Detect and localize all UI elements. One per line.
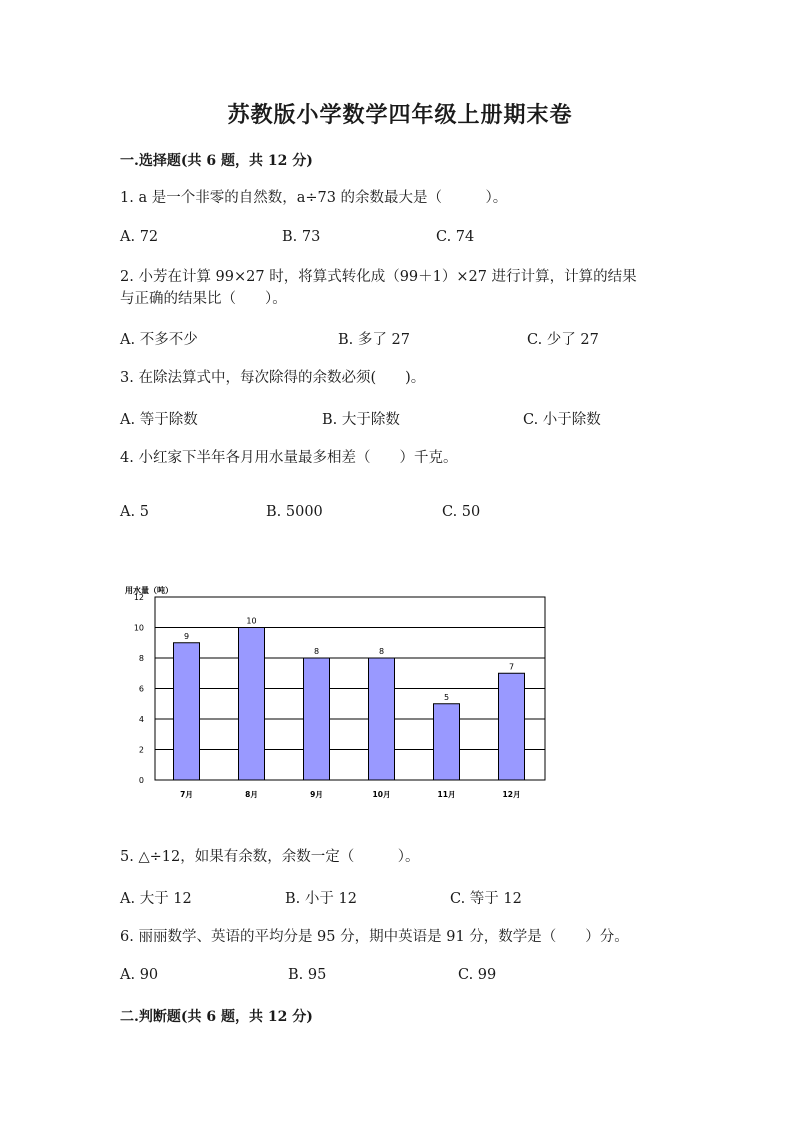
question-text: 4. 小红家下半年各月用水量最多相差（ ）千克。 bbox=[120, 450, 458, 466]
question-3 bbox=[120, 367, 680, 389]
option-a: A. 90 bbox=[120, 967, 159, 983]
option-a: A. 不多不少 bbox=[120, 332, 198, 348]
bar bbox=[499, 673, 525, 780]
question-text: 2. 小芳在计算 99×27 时，将算式转化成（99＋1）×27 进行计算，计算的结果 bbox=[120, 269, 637, 285]
bar bbox=[239, 628, 265, 781]
page-title: 苏教版小学数学四年级上册期末卷 bbox=[227, 102, 573, 128]
bar bbox=[174, 643, 200, 780]
y-tick-label: 12 bbox=[133, 593, 144, 602]
y-tick-label: 8 bbox=[138, 654, 144, 663]
y-tick-label: 6 bbox=[138, 684, 144, 694]
question-text: 5. △÷12，如果有余数，余数一定（ ）。 bbox=[120, 849, 420, 865]
section-heading-choice: 一.选择题(共 6 题，共 12 分) bbox=[120, 153, 313, 169]
option-b: B. 73 bbox=[282, 229, 321, 245]
option-a: A. 5 bbox=[120, 504, 149, 520]
y-tick-label: 0 bbox=[138, 776, 144, 785]
option-c: C. 等于 12 bbox=[450, 891, 522, 907]
question-text-cont: 与正确的结果比（ ）。 bbox=[120, 291, 287, 307]
option-c: C. 99 bbox=[458, 967, 497, 983]
y-tick-label: 10 bbox=[133, 623, 144, 633]
x-tick-label: 9月 bbox=[310, 790, 323, 799]
option-b: B. 大于除数 bbox=[322, 412, 400, 428]
bar bbox=[434, 704, 460, 780]
x-tick-label: 10月 bbox=[372, 790, 391, 799]
data-label: 10 bbox=[246, 616, 257, 626]
bar bbox=[369, 658, 395, 780]
option-b: B. 5000 bbox=[266, 504, 323, 520]
question-1 bbox=[120, 187, 680, 209]
option-a: A. 大于 12 bbox=[120, 891, 192, 907]
question-text: 6. 丽丽数学、英语的平均分是 95 分，期中英语是 91 分，数学是（ ）分。 bbox=[120, 929, 629, 945]
question-2 bbox=[120, 266, 680, 310]
y-tick-label: 4 bbox=[138, 715, 144, 724]
option-c: C. 50 bbox=[442, 504, 481, 520]
x-tick-label: 7月 bbox=[180, 790, 193, 799]
question-6 bbox=[120, 926, 720, 948]
data-label: 8 bbox=[378, 647, 385, 656]
option-a: A. 72 bbox=[120, 229, 159, 245]
option-a: A. 等于除数 bbox=[120, 412, 198, 428]
data-label: 9 bbox=[183, 631, 190, 641]
option-c: C. 小于除数 bbox=[523, 412, 601, 428]
x-tick-label: 8月 bbox=[245, 790, 258, 799]
question-5 bbox=[120, 846, 680, 868]
option-b: B. 多了 27 bbox=[338, 332, 410, 348]
bar bbox=[304, 658, 330, 780]
option-b: B. 小于 12 bbox=[285, 891, 357, 907]
option-c: C. 74 bbox=[436, 229, 475, 245]
data-label: 7 bbox=[508, 662, 515, 672]
data-label: 5 bbox=[443, 692, 450, 702]
option-b: B. 95 bbox=[288, 967, 327, 983]
section-heading-judgement: 二.判断题(共 6 题，共 12 分) bbox=[120, 1009, 313, 1025]
question-4 bbox=[120, 447, 680, 469]
y-tick-label: 2 bbox=[138, 745, 144, 755]
x-tick-label: 11月 bbox=[437, 790, 456, 799]
question-text: 3. 在除法算式中，每次除得的余数必须( )。 bbox=[120, 370, 426, 386]
option-c: C. 少了 27 bbox=[527, 332, 599, 348]
data-label: 8 bbox=[313, 647, 320, 656]
x-tick-label: 12月 bbox=[502, 790, 521, 799]
water-usage-bar-chart bbox=[120, 582, 560, 812]
y-axis-label: 用水量（吨） bbox=[125, 586, 173, 595]
question-text: 1. a 是一个非零的自然数，a÷73 的余数最大是（ ）。 bbox=[120, 190, 508, 206]
